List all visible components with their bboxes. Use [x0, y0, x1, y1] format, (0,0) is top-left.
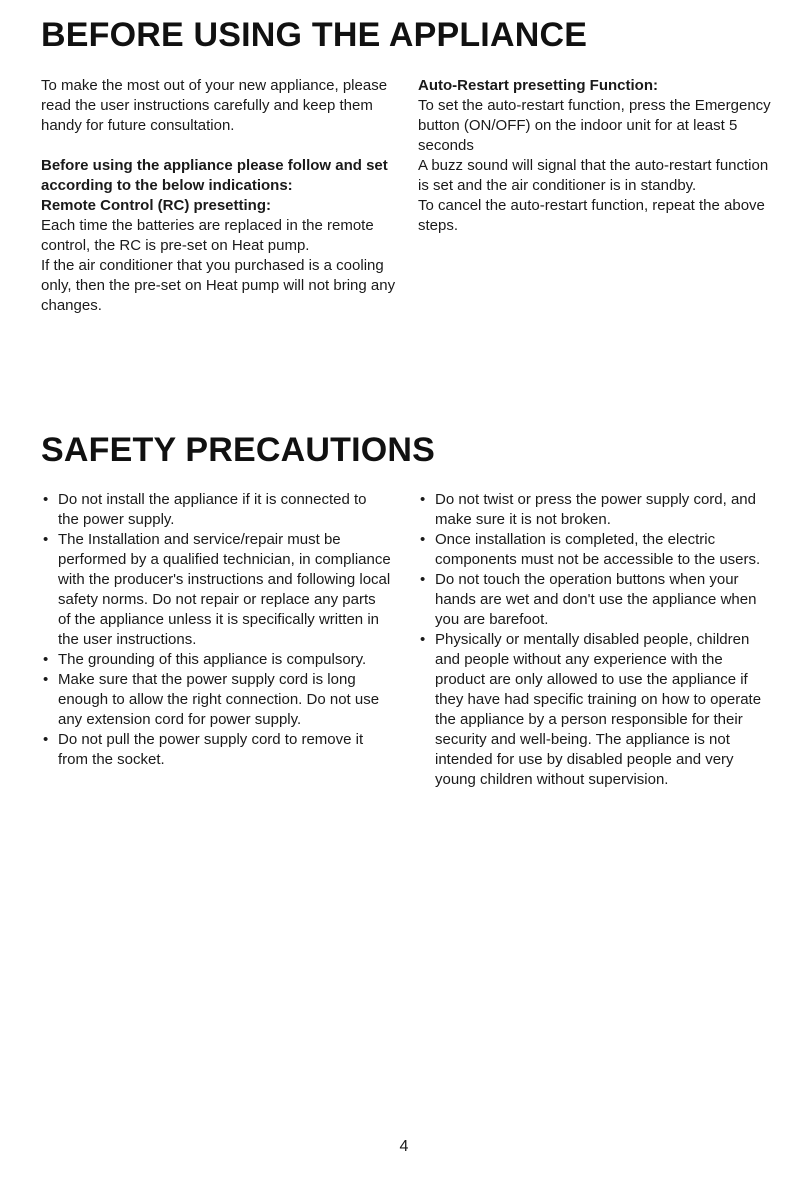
- bullet-icon: •: [43, 531, 49, 548]
- list-item: • Do not pull the power supply cord to remove it from the socket.: [43, 731, 364, 768]
- list-item: • The grounding of this appliance is compulsory.: [43, 651, 367, 668]
- bullet-icon: •: [420, 631, 426, 648]
- bullet-icon: •: [43, 671, 49, 688]
- list-item: • Do not twist or press the power supply cord, and make sure it is not broken.: [420, 491, 756, 528]
- safety-left-list: [41, 490, 391, 770]
- list-item: • Make sure that the power supply cord is long enough to allow the right connection. Do not use any extension cord for power supply.: [43, 671, 380, 728]
- safety-right-column: [418, 490, 774, 790]
- before-left-column: [41, 76, 397, 316]
- bullet-icon: •: [43, 731, 49, 748]
- bullet-icon: •: [420, 531, 426, 548]
- rc-presetting-text-2: If the air conditioner that you purchased is a cooling only, then the pre-set on Heat pump will not bring any changes.: [41, 257, 396, 314]
- auto-restart-heading: Auto-Restart presetting Function:: [418, 77, 658, 94]
- intro-paragraph: To make the most out of your new appliance, please read the user instructions carefully and keep them handy for future consultation.: [41, 77, 388, 134]
- bullet-icon: •: [43, 651, 49, 668]
- list-item: • Do not install the appliance if it is connected to the power supply.: [43, 491, 367, 528]
- safety-precautions-heading: SAFETY PRECAUTIONS: [41, 431, 436, 469]
- bullet-icon: •: [420, 571, 426, 588]
- before-using-heading: BEFORE USING THE APPLIANCE: [41, 16, 588, 54]
- page-number: 4: [399, 1138, 409, 1155]
- list-item: • Once installation is completed, the electric components must not be accessible to the users.: [420, 531, 761, 568]
- rc-presetting-heading: Remote Control (RC) presetting:: [41, 197, 271, 214]
- safety-right-list: [418, 490, 774, 790]
- list-item: • Physically or mentally disabled people, children and people without any experience with the product are only allowed to use the appliance if they have had specific training on how to operate the appliance by a person responsible for their security and well-being. The appliance is not intended for use by disabled people and very young children without supervision.: [420, 631, 762, 788]
- bullet-icon: •: [43, 491, 49, 508]
- rc-presetting-text-1: Each time the batteries are replaced in the remote control, the RC is pre-set on Heat pump.: [41, 217, 374, 254]
- before-right-column: [418, 76, 774, 236]
- auto-restart-text-3: To cancel the auto-restart function, repeat the above steps.: [418, 197, 765, 234]
- auto-restart-text-2: A buzz sound will signal that the auto-restart function is set and the air conditioner is in standby.: [418, 157, 769, 194]
- list-item: • Do not touch the operation buttons when your hands are wet and don't use the appliance when you are barefoot.: [420, 571, 757, 628]
- list-item: • The Installation and service/repair must be performed by a qualified technician, in compliance with the producer's instructions and following local safety norms. Do not repair or replace any parts of the appliance unless it is specifically written in the user instructions.: [43, 531, 391, 648]
- auto-restart-text-1: To set the auto-restart function, press the Emergency button (ON/OFF) on the indoor unit for at least 5 seconds: [418, 97, 771, 154]
- safety-left-column: [41, 490, 391, 770]
- bullet-icon: •: [420, 491, 426, 508]
- indications-heading: Before using the appliance please follow and set according to the below indications:: [41, 157, 388, 194]
